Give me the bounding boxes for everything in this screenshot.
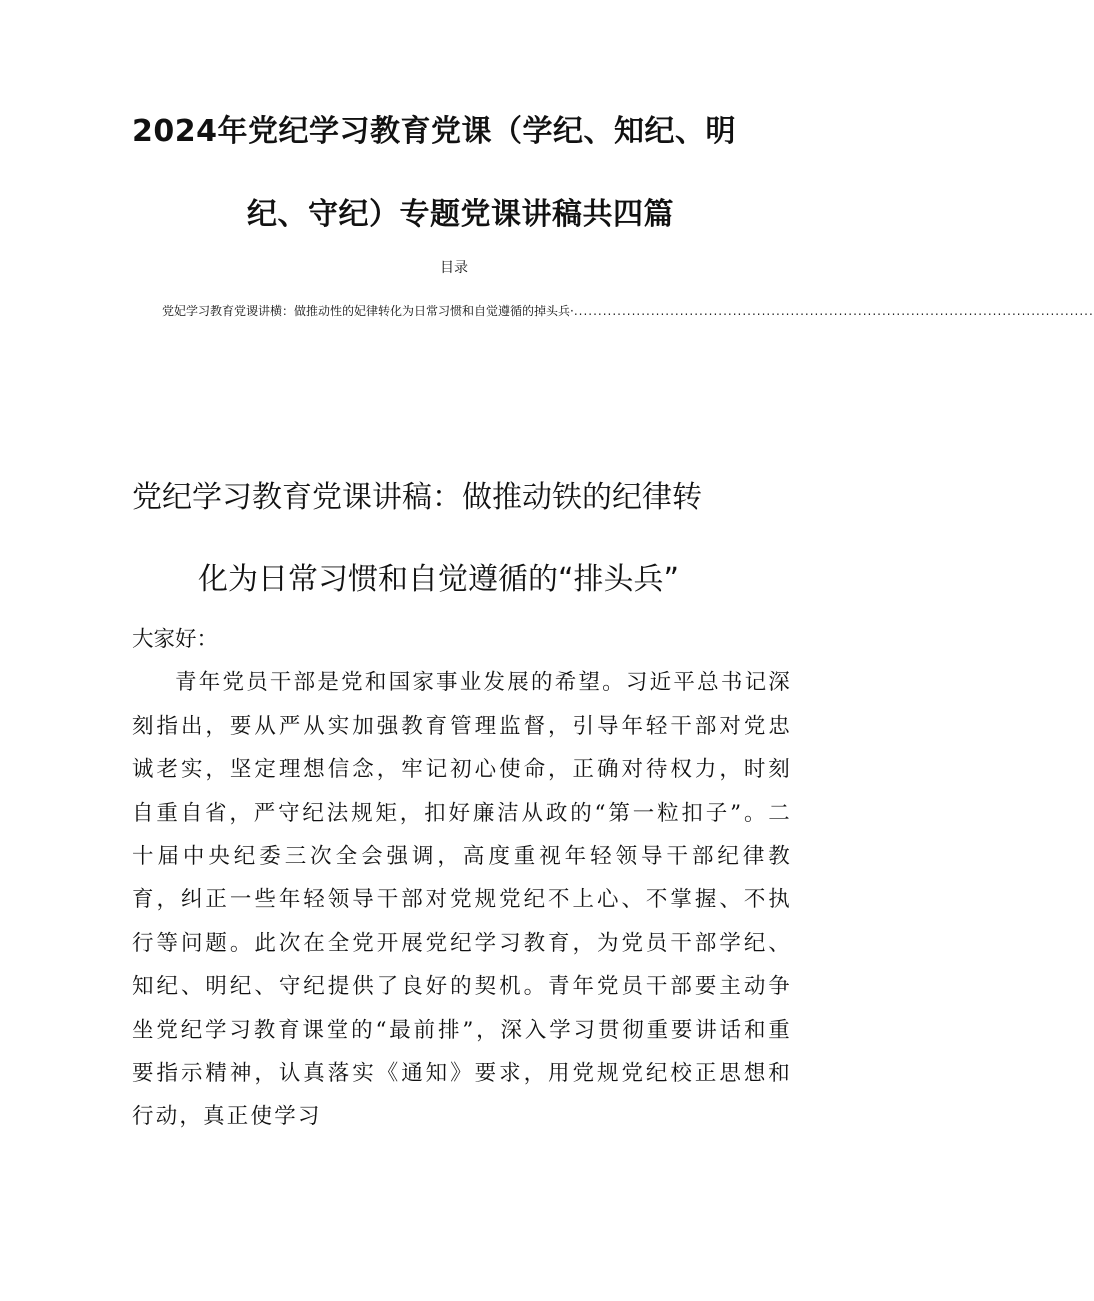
document-title-line-1: 2024年党纪学习教育党课（学纪、知纪、明 [132,114,736,149]
speech-title-line-1: 党纪学习教育党课讲稿：做推动铁的纪律转 [132,480,702,515]
speech-title-line-2: 化为日常习惯和自觉遵循的“排头兵” [198,562,680,597]
toc-entry-leader: ............................................................................................................ [573,304,1094,318]
document-title-line-2: 纪、守纪）专题党课讲稿共四篇 [247,197,674,232]
toc-entry[interactable] [162,302,1094,320]
toc-heading: 目录 [440,260,468,276]
toc-entry-text: 党妃学习教育党谡讲横：做推动性的妃律转化为日常习惯和自觉遵循的掉头兵· [162,304,574,318]
body-paragraph: 青年党员干部是党和国家事业发展的希望。习近平总书记深刻指出，要从严从实加强教育管理监督，引导年轻干部对党忠诚老实，坚定理想信念，牢记初心使命，正确对待权力，时刻自重自省，严守纪法规矩，扣好廉洁从政的“第一粒扣子”。二十届中央纪委三次全会强调，高度重视年轻领导干部纪律教育，纠正一些年轻领导干部对党规党纪不上心、不掌握、不执行等问题。此次在全党开展党纪学习教育，为党员干部学纪、知纪、明纪、守纪提供了良好的契机。青年党员干部要主动争坐党纪学习教育课堂的“最前排”，深入学习贯彻重要讲话和重要指示精神，认真落实《通知》要求，用党规党纪校正思想和行动，真正使学习 [132,670,792,1130]
salutation: 大家好： [132,627,219,652]
speech-body [132,618,792,1139]
